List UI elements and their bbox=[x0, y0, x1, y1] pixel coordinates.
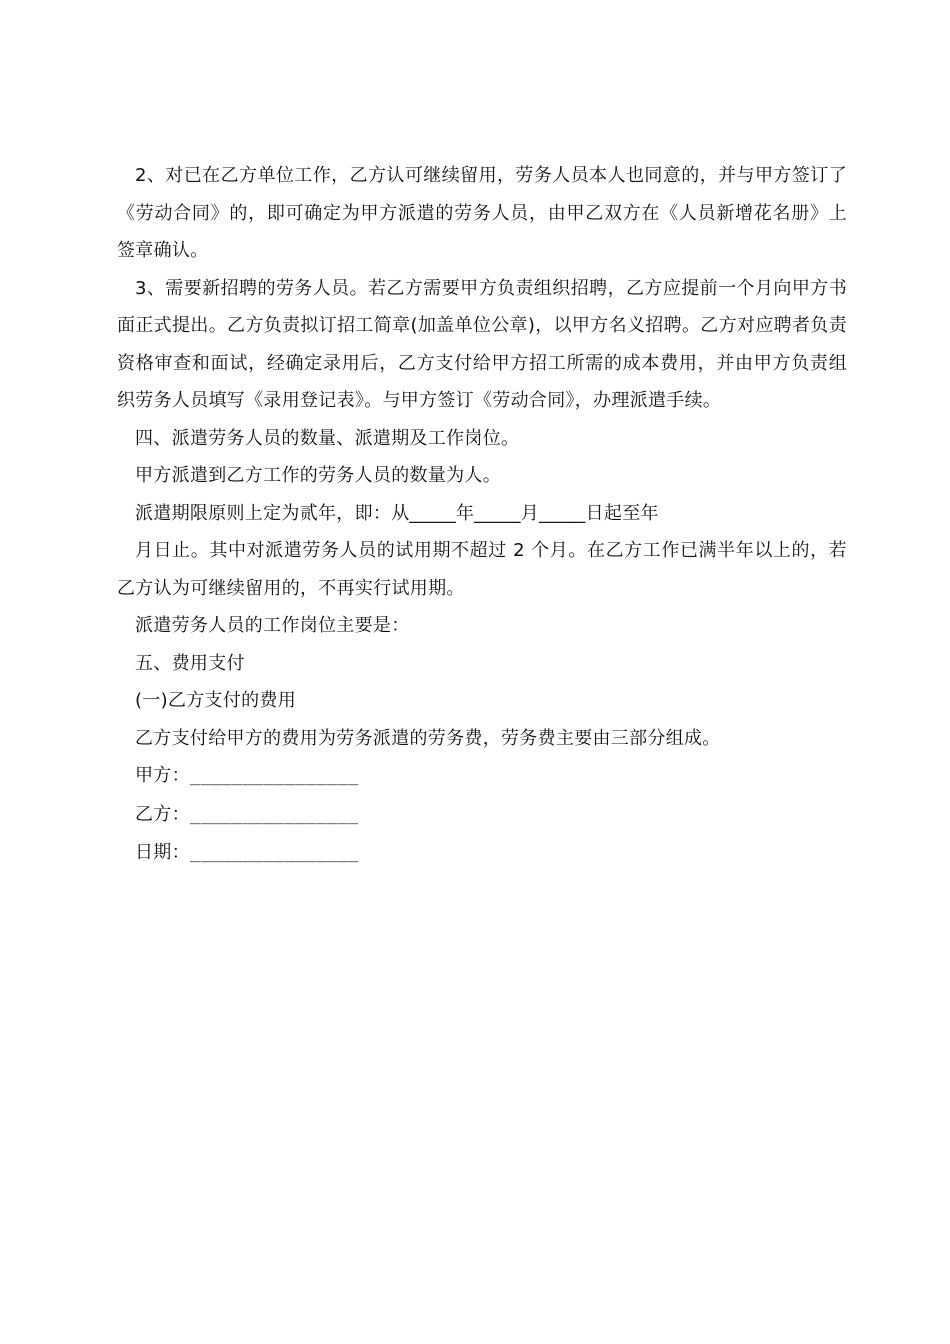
dispatch-period-paragraph: 派遣期限原则上定为贰年，即：从_____年_____月_____日起至年 bbox=[135, 502, 659, 524]
party-a-label: 甲方： bbox=[135, 765, 190, 786]
party-b-signature-blank: ________________ bbox=[189, 804, 359, 825]
subsection-1-heading: (一)乙方支付的费用 bbox=[135, 690, 297, 711]
date-signature-blank: ________________ bbox=[189, 843, 359, 863]
date-label: 日期： bbox=[135, 842, 190, 863]
fee-description-paragraph: 乙方支付给甲方的费用为劳务派遣的劳务费，劳务费主要由三部分组成。 bbox=[135, 727, 721, 749]
probation-paragraph: 月日止。其中对派遣劳务人员的试用期不超过 2 个月。在乙方工作已满半年以上的，若乙方认为可继续留用的，不再实行试用期。 bbox=[117, 540, 847, 599]
clause-3-paragraph: 3、需要新招聘的劳务人员。若乙方需要甲方负责组织招聘，乙方应提前一个月向甲方书面正式提出。乙方负责拟订招工简章(加盖单位公章)，以甲方名义招聘。乙方对应聘者负责资格审查和面试，经确定录用后，乙方支付给甲方招工所需的成本费用，并由甲方负责组织劳务人员填写《录用登记表》。与甲方签订《劳动合同》，办理派遣手续。 bbox=[117, 277, 847, 411]
party-a-signature-line bbox=[117, 757, 847, 796]
clause-2-paragraph: 2、对已在乙方单位工作，乙方认可继续留用，劳务人员本人也同意的，并与甲方签订了《劳动合同》的，即可确定为甲方派遣的劳务人员，由甲乙双方在《人员新增花名册》上签章确认。 bbox=[117, 165, 847, 261]
section-4-heading: 四、派遣劳务人员的数量、派遣期及工作岗位。 bbox=[135, 427, 520, 449]
party-b-label: 乙方： bbox=[135, 803, 190, 825]
party-b-signature-line bbox=[117, 796, 847, 835]
date-signature-line bbox=[117, 834, 847, 873]
section-5-heading: 五、费用支付 bbox=[135, 652, 245, 674]
job-position-paragraph: 派遣劳务人员的工作岗位主要是： bbox=[135, 615, 410, 636]
document-body bbox=[117, 157, 847, 873]
party-a-signature-blank: ________________ bbox=[189, 766, 359, 786]
worker-count-paragraph: 甲方派遣到乙方工作的劳务人员的数量为人。 bbox=[135, 465, 501, 486]
